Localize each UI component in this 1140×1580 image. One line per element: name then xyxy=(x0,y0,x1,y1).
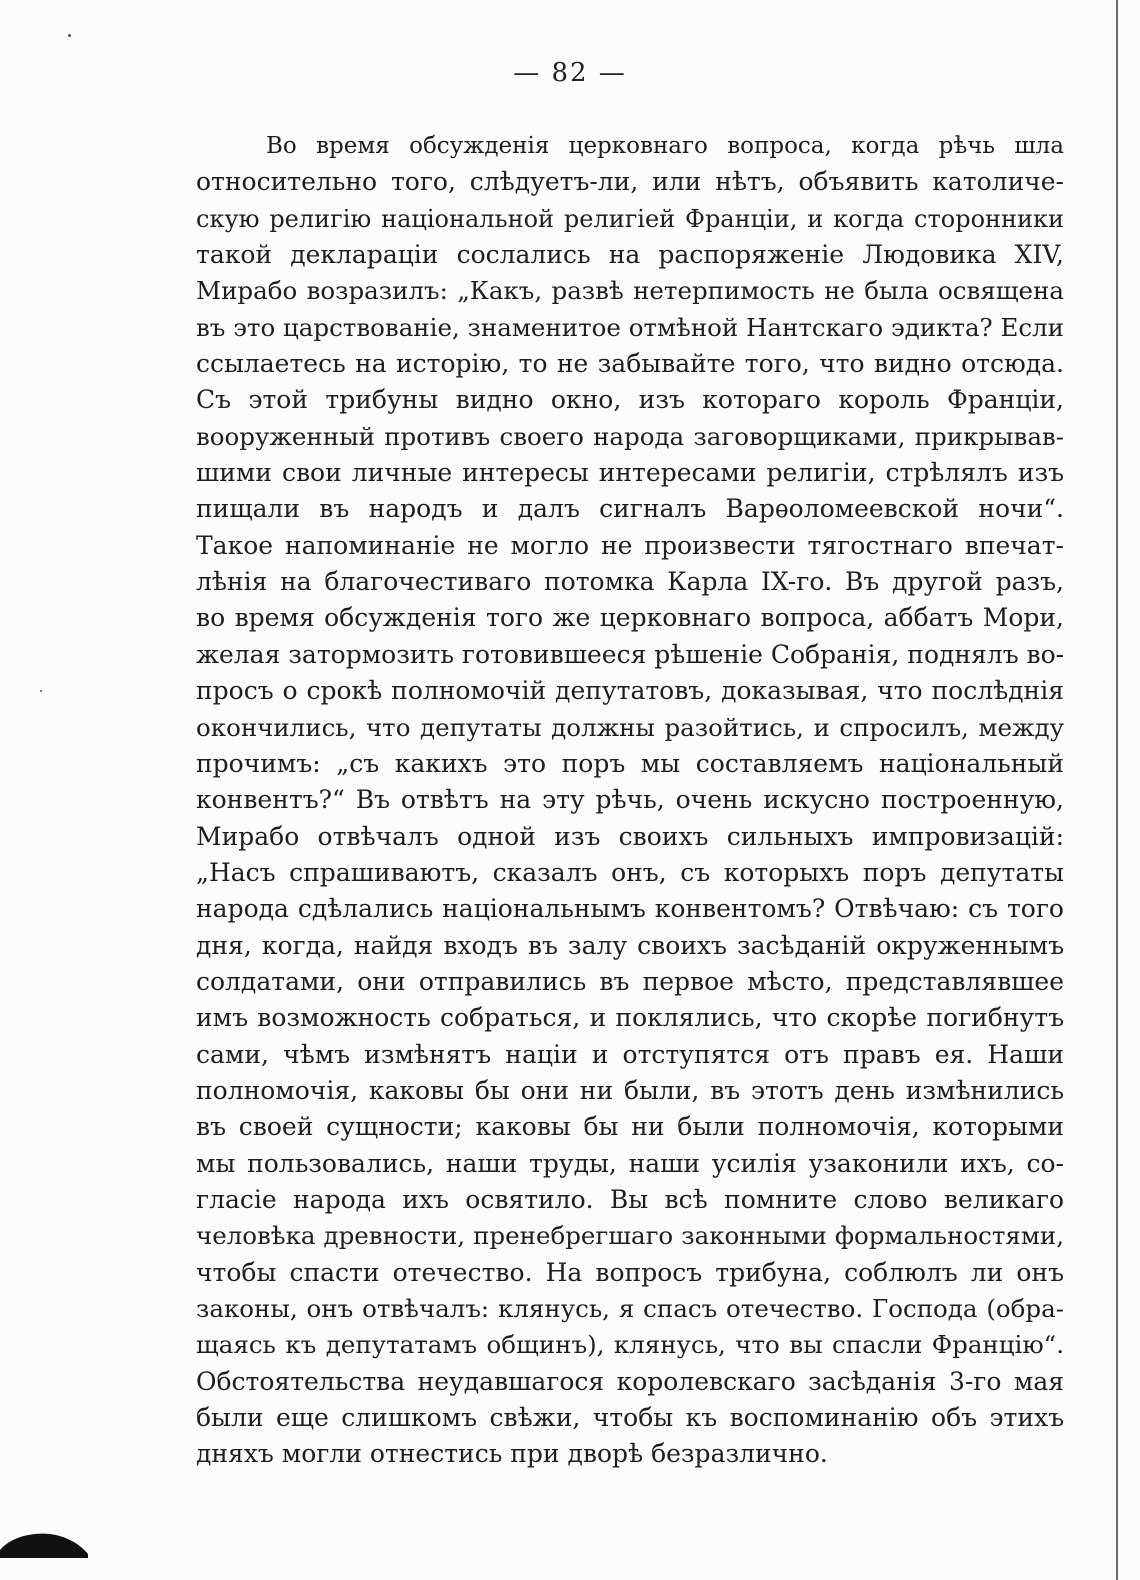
text-line: народа сдѣлались національнымъ конвентомъ? Отвѣчаю: съ того xyxy=(196,894,1064,924)
text-line: просъ о срокѣ полномочій депутатовъ, доказывая, что послѣднія xyxy=(196,676,1064,706)
text-line: Мирабо отвѣчалъ одной изъ своихъ сильныхъ импровизацій: xyxy=(196,821,1064,851)
text-line: относительно того, слѣдуетъ-ли, или нѣтъ, объявить католиче- xyxy=(196,167,1064,197)
text-line: законы, онъ отвѣчалъ: клянусь, я спасъ отечество. Господа (обра- xyxy=(196,1294,1064,1323)
text-line: дня, когда, найдя входъ въ залу своихъ засѣданій окруженнымъ xyxy=(196,930,1064,960)
page-number: — 82 — xyxy=(513,58,627,88)
text-line: конвентъ?“ Въ отвѣтъ на эту рѣчь, очень искусно построенную, xyxy=(196,785,1064,815)
page-edge-shadow xyxy=(1116,0,1118,1580)
text-line: лѣнія на благочестиваго потомка Карла IX-го. Въ другой разъ, xyxy=(196,567,1064,597)
text-line: имъ возможность собраться, и поклялись, что скорѣе погибнутъ xyxy=(196,1003,1064,1033)
text-line: солдатами, они отправились въ первое мѣсто, представлявшее xyxy=(196,966,1064,996)
text-line: въ своей сущности; каковы бы ни были полномочія, которыми xyxy=(196,1112,1064,1142)
text-line: въ это царствованіе, знаменитое отмѣной Нантскаго эдикта? Если xyxy=(196,312,1064,342)
text-line: были еще слишкомъ свѣжи, чтобы къ воспоминанію объ этихъ xyxy=(196,1403,1064,1433)
text-line: сами, чѣмъ измѣнятъ націи и отступятся отъ правъ ея. Наши xyxy=(196,1039,1064,1069)
text-line: Съ этой трибуны видно окно, изъ котораго король Франціи, xyxy=(196,385,1064,415)
text-line: полномочія, каковы бы они ни были, въ этотъ день измѣнились xyxy=(196,1075,1064,1105)
text-line: прочимъ: „съ какихъ это поръ мы составляемъ національный xyxy=(196,748,1064,778)
text-line: такой декларацiи сослались на распоряженіе Людовика XIV, xyxy=(196,240,1064,270)
text-line: шими свои личные интересы интересами религіи, стрѣлялъ изъ xyxy=(196,458,1064,488)
text-line: „Насъ спрашиваютъ, сказалъ онъ, съ которыхъ поръ депутаты xyxy=(196,857,1064,887)
text-line: желая затормозить готовившееся рѣшеніе Собранія, поднялъ во- xyxy=(196,639,1065,669)
text-line: Во время обсужденія церковнаго вопроса, когда рѣчь шла xyxy=(266,133,1064,159)
text-line: скую религію національной религіей Франціи, и когда сторонники xyxy=(196,204,1064,233)
text-line: гласіе народа ихъ освятило. Вы всѣ помните слово великаго xyxy=(196,1184,1064,1214)
text-line: пищали въ народъ и далъ сигналъ Варѳоломеевской ночи“. xyxy=(196,494,1064,524)
text-line: человѣка древности, пренебрегшаго законными формальностями, xyxy=(196,1221,1064,1251)
paper-speck xyxy=(40,690,42,692)
text-line: чтобы спасти отечество. На вопросъ трибуна, соблюлъ ли онъ xyxy=(196,1257,1064,1287)
text-line: Мирабо возразилъ: „Какъ, развѣ нетерпимость не была освящена xyxy=(196,276,1064,306)
text-line: вооруженный противъ своего народа заговорщиками, прикрывав- xyxy=(196,421,1064,451)
text-line: Обстоятельства неудавшагося королевскаго засѣданія 3-го мая xyxy=(196,1366,1064,1396)
paper-speck xyxy=(68,34,71,37)
text-line: ссылаетесь на исторію, то не забывайте того, что видно отсюда. xyxy=(196,349,1064,379)
text-line: дняхъ могли отнестись при дворѣ безразлично. xyxy=(196,1439,828,1469)
text-line: Такое напоминаніе не могло не произвести тягостнаго впечат- xyxy=(196,530,1064,560)
text-line: окончились, что депутаты должны разойтись, и спросилъ, между xyxy=(196,712,1064,742)
body-text xyxy=(196,128,1064,1473)
text-line: мы пользовались, наши труды, наши усилія узаконили ихъ, со- xyxy=(196,1148,1064,1178)
text-line: во время обсужденія того же церковнаго вопроса, аббатъ Мори, xyxy=(196,603,1064,633)
ink-blot xyxy=(0,1528,88,1558)
text-line: щаясь къ депутатамъ общинъ), клянусь, что вы спасли Францію“. xyxy=(196,1330,1064,1360)
